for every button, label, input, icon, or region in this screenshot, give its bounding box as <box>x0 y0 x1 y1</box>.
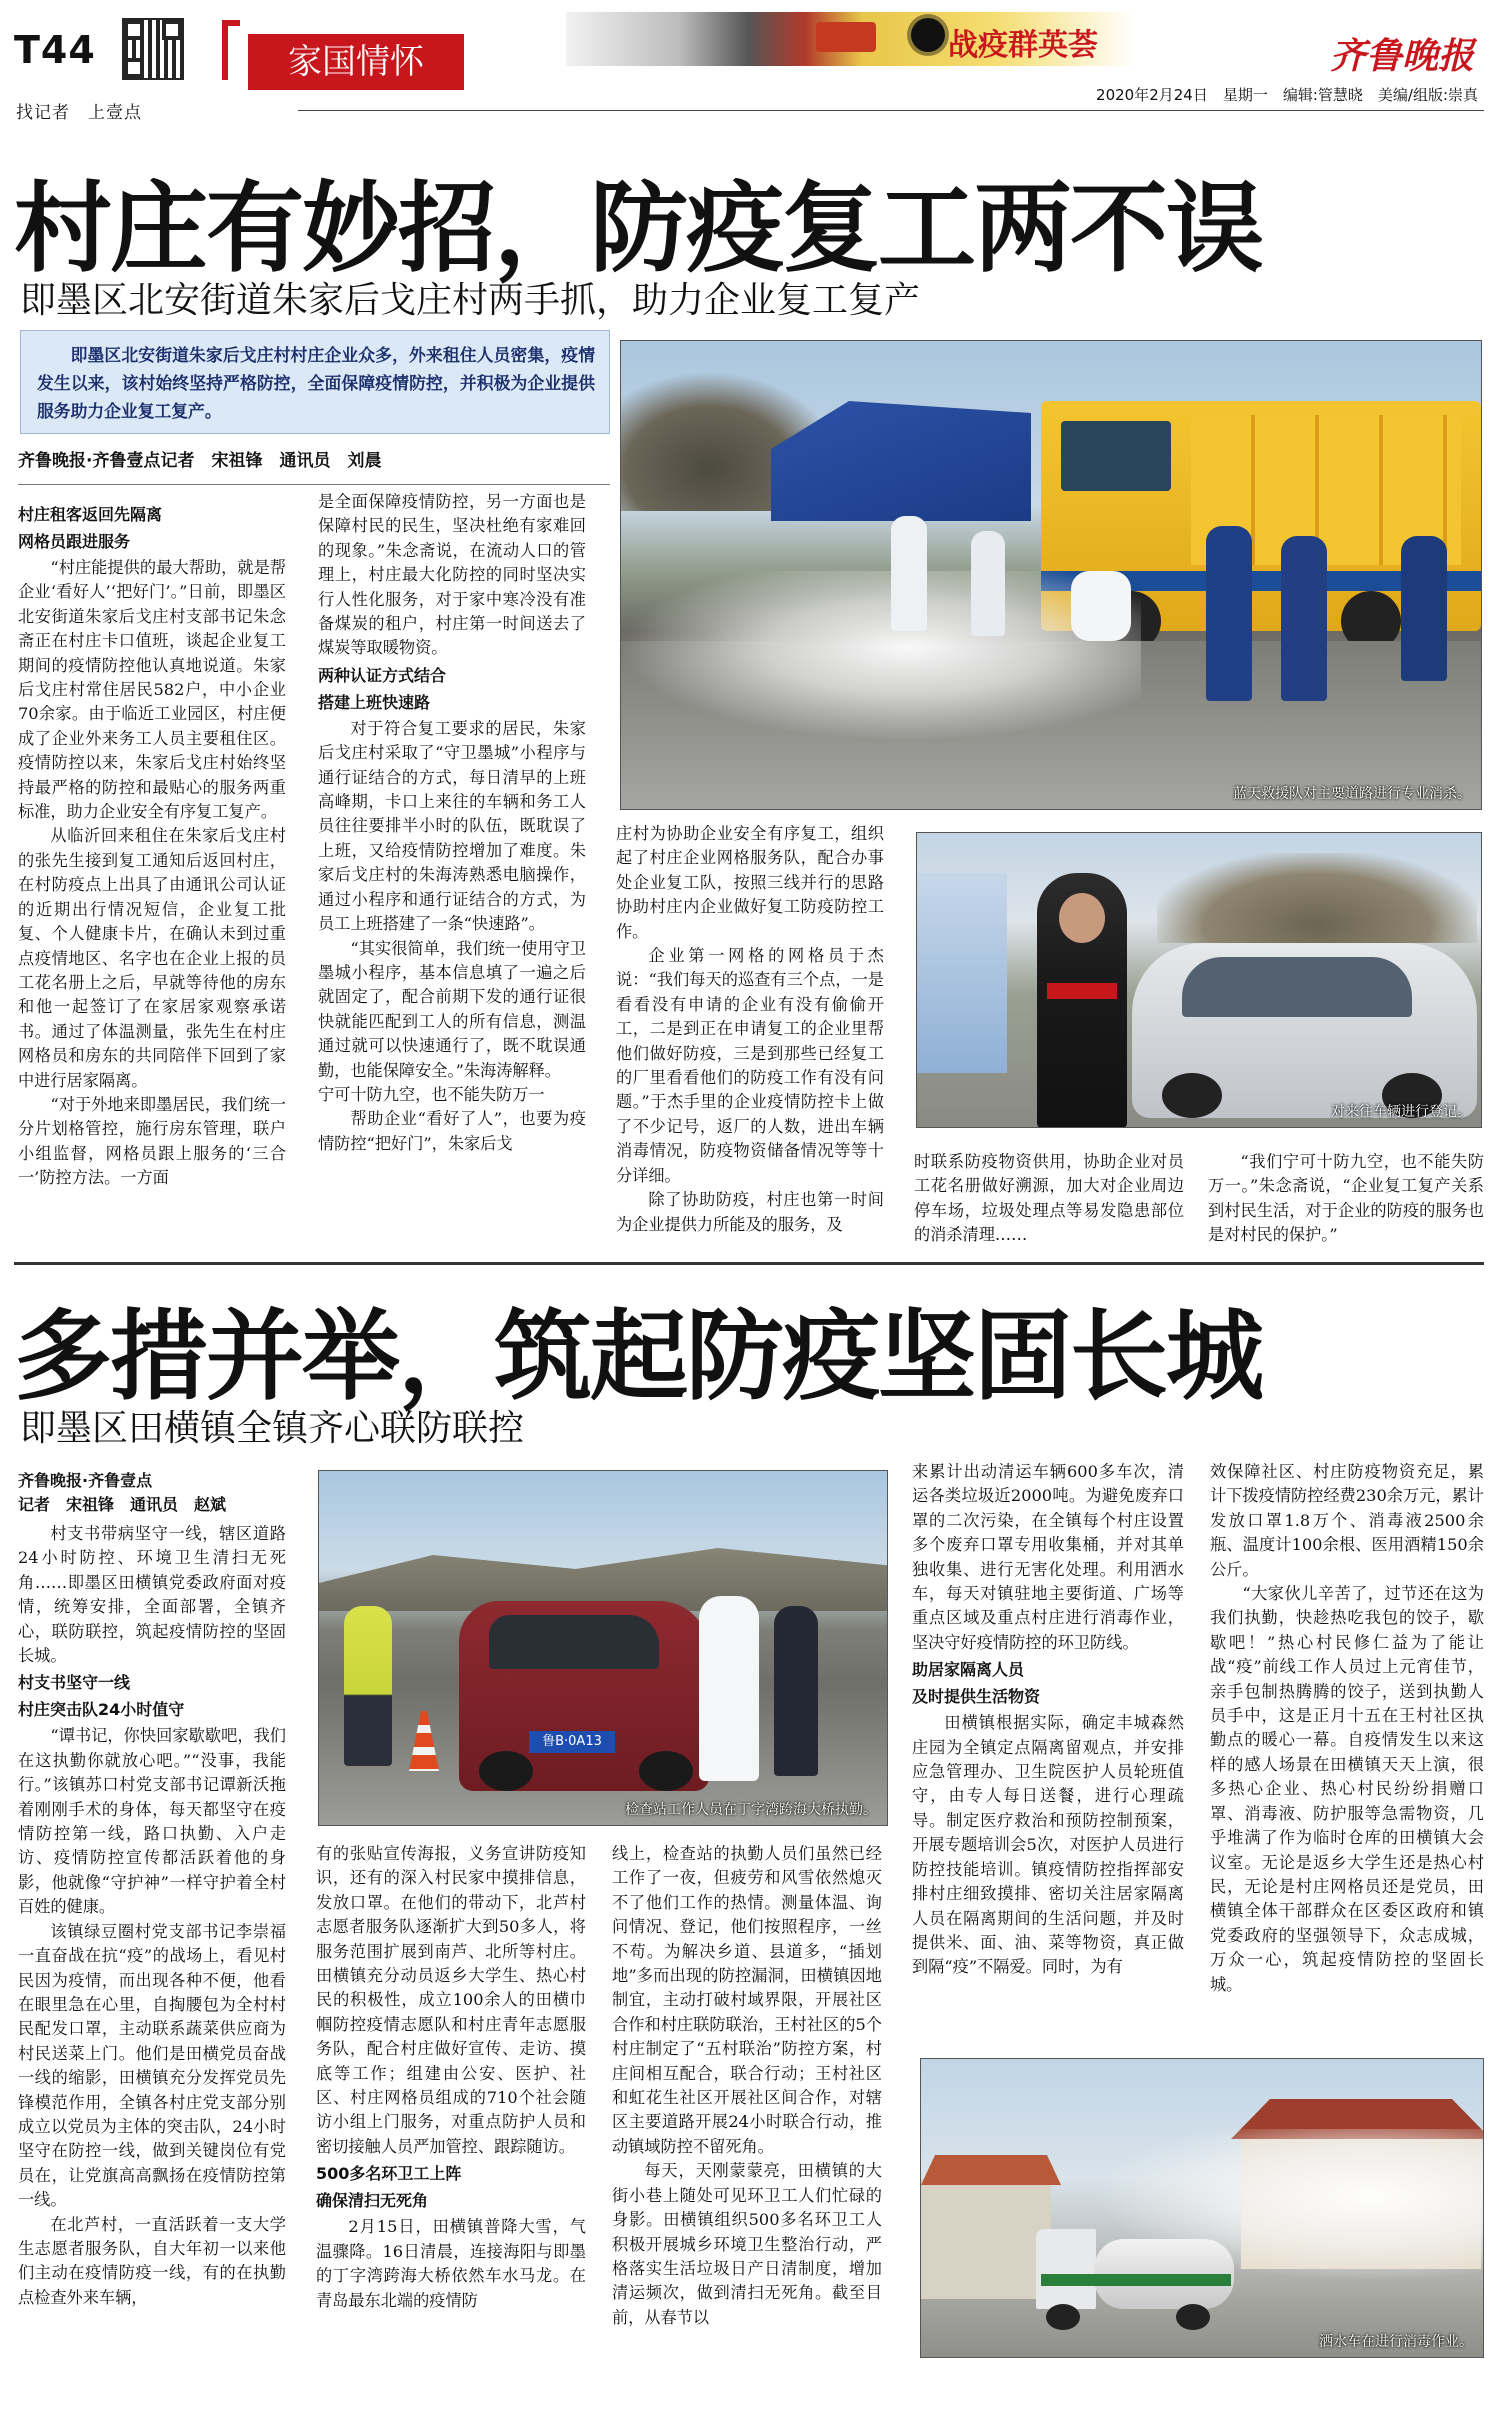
silver-car <box>1132 943 1477 1118</box>
worker-3 <box>1071 571 1131 641</box>
subheading: 村支书坚守一线 <box>18 1673 131 1693</box>
paragraph: 有的张贴宣传海报，义务宣讲防疫知识，还有的深入村民家中摸排信息，发放口罩。在他们的带动下，北芦村志愿者服务队逐渐扩大到50多人，将服务范围扩展到南芦、北所等村庄。田横镇充分动员返乡大学生、热心村民的积极性，成立100余人的田横巾帼防控疫情志愿队和村庄青年志愿服务队，配合村庄做好宣传、走访、摸底等工作；组建由公安、医护、社区、村庄网格员组成的710个社会随访小组上门服务，对重点防护人员和密切接触人员严加管控、跟踪随访。 <box>316 1844 586 2156</box>
story1-column-1 <box>18 500 286 1300</box>
worker-1 <box>891 516 927 631</box>
story1-lead: 即墨区北安街道朱家后戈庄村村庄企业众多，外来租住人员密集，疫情发生以来，该村始终坚持严格防控，全面保障疫情防控，并积极为企业提供服务助力企业复工复产。 <box>37 345 595 421</box>
story1-column-3 <box>616 822 884 1306</box>
protective-suit-worker <box>699 1596 759 1781</box>
story1-lead-box <box>20 330 610 434</box>
subheading: 两种认证方式结合 <box>318 665 447 685</box>
paragraph: 该镇绿豆圈村党支部书记李崇福一直奋战在抗“疫”的战场上，看见村民因为疫情，而出现各种不便，他看在眼里急在心里，自掏腰包为全村村民配发口罩，主动联系蔬菜供应商为村民送菜上门。他们是田横党员奋战一线的缩影，田横镇充分发挥党员先锋模范作用，全镇各村庄党支部分别成立以党员为主体的突击队，24小时坚守在防控一线，做到关键岗位有党员在，让党旗高高飘扬在疫情防控第一线。 <box>18 1921 286 2210</box>
traffic-police <box>344 1606 392 1766</box>
paragraph: 线上，检查站的执勤人员们虽然已经工作了一夜，但疲劳和风雪依然熄灭不了他们工作的热情。测量体温、询问情况、登记，他们按照程序，一丝不苟。为解决乡道、县道多，“插划地”多而出现的防控漏洞，田横镇因地制宜，主动打破村域界限，开展社区合作和村庄联防联治，王村社区的5个村庄制定了“五村联治”防控方案，村庄间相互配合，联合行动；王村社区和虹花生社区开展社区间合作，对辖区主要道路开展24小时联合行动，推动镇域防控不留死角。 <box>612 1844 882 2156</box>
banner-vehicle-icon <box>816 22 876 52</box>
paragraph: “大家伙儿辛苦了，过节还在这为我们执勤，快趁热吃我包的饺子，歇歇吧！”热心村民修仁益为了能让战“疫”前线工作人员过上元宵佳节，亲手包制热腾腾的饺子，送到执勤人员手中，这是正月十五在王村社区执勤点的暖心一幕。自疫情发生以来这样的感人场景在田横镇天天上演，很多热心企业、热心村民纷纷捐赠口罩、消毒液、防护服等急需物资，几乎堆满了作为临时仓库的田横镇大会议室。无论是返乡大学生还是热心村民，无论是村庄网格员还是党员，田横镇全体干部群众在区委区政府和镇党委政府的坚强领导下，众志成城，万众一心，筑起疫情防控的坚固长城。 <box>1210 1584 1484 1994</box>
paragraph: 宁可十防九空，也不能失防万一 <box>318 1084 545 1104</box>
traffic-cone <box>409 1711 439 1771</box>
story1-photo-disinfection <box>620 340 1482 810</box>
paragraph: “村庄能提供的最大帮助，就是帮企业‘看好人’‘把好门’。”日前，即墨区北安街道朱家后戈庄村支部书记朱念斋正在村庄卡口值班，谈起企业复工期间的疫情防控他认真地说道。朱家后戈庄村常住居民582户，中小企业70余家。由于临近工业园区，村庄便成了企业外来务工人员主要租住区。疫情防控以来，朱家后戈庄村始终坚持最严格的防控和最贴心的服务两重标准，助力企业安全有序复工复产。 <box>18 558 286 822</box>
header-rule <box>298 110 1484 111</box>
subheading: 村庄租客返回先隔离 <box>18 505 163 524</box>
paragraph: 除了协助防疫，村庄也第一时间为企业提供力所能及的服务，及 <box>616 1190 884 1234</box>
paragraph: “谭书记，你快回家歇歇吧，我们在这执勤你就放心吧。”“没事，我能行。”该镇苏口村党支部书记谭新沃拖着刚刚手术的身体，每天都坚守在疫情防控第一线，路口执勤、入户走访、疫情防控宣传都活跃着他的身影，他就像“守护神”一样守护着全村百姓的健康。 <box>18 1726 286 1917</box>
blue-booth <box>917 873 1007 1073</box>
story2-column-3 <box>612 1842 882 2406</box>
story1-column-2 <box>318 490 586 1310</box>
trees-background <box>1157 853 1477 943</box>
paragraph: 效保障社区、村庄防疫物资充足，累计下拨疫情防控经费230余万元，累计发放口罩1.8万个、消毒液2500余瓶、温度计100余根、医用酒精150余公斤。 <box>1210 1462 1484 1579</box>
disinfectant-mist <box>621 571 1141 741</box>
paragraph: 在北芦村，一直活跃着一支大学生志愿者服务队，自大年初一以来他们主动在疫情防疫一线，有的在执勤点检查外来车辆， <box>18 2214 286 2307</box>
paragraph: 田横镇根据实际，确定丰城森然庄园为全镇定点隔离留观点，并安排应急管理办、卫生院医护人员轮班值守，由专人每日送餐，进行心理疏导。制定医疗救治和预防控制预案，开展专题培训会5次，对医护人员进行防控技能培训。镇疫情防控指挥部安排村庄细致摸排、密切关注居家隔离人员在隔离期间的生活问题，并及时提供米、面、油、菜等物资，真正做到隔“疫”不隔爱。同时，为有 <box>912 1713 1184 1977</box>
story1-byline: 齐鲁晚报·齐鲁壹点记者 宋祖锋 通讯员 刘晨 <box>18 451 382 471</box>
license-plate: 鲁B·0A13 <box>529 1731 615 1753</box>
subheading: 助居家隔离人员 <box>912 1660 1025 1680</box>
date-line: 2020年2月24日 星期一 编辑:管慧晓 美编/组版:崇真 <box>1096 86 1478 104</box>
paragraph: 每天，天刚蒙蒙亮，田横镇的大街小巷上随处可见环卫工人们忙碌的身影。田横镇组织500多名环卫工人积极开展城乡环境卫生整治行动，严格落实生活垃圾日产日清制度，增加清运频次，做到清扫无死角。截至目前，从春节以 <box>612 2161 882 2327</box>
subheading: 村庄突击队24小时值守 <box>18 1700 185 1720</box>
subheading: 网格员跟进服务 <box>18 532 131 551</box>
subheading: 搭建上班快速路 <box>318 692 431 712</box>
paragraph: 对于符合复工要求的居民，朱家后戈庄村采取了“守卫墨城”小程序与通行证结合的方式，每日清早的上班高峰期，卡口上来往的车辆和务工人员往往要排半小时的队伍，既耽误了上班，又给疫情防控增加了难度。朱家后戈庄村的朱海涛熟悉电脑操作，通过小程序和通行证结合的方式，为员工上班搭建了一条“快速路”。 <box>318 718 586 934</box>
paragraph: 2月15日，田横镇普降大雪，气温骤降。16日清晨，连接海阳与即墨的丁字湾跨海大桥依然车水马龙。在青岛最东北端的疫情防 <box>316 2217 586 2310</box>
section-tag-frame <box>222 20 240 80</box>
qr-code[interactable] <box>122 18 184 80</box>
story1-byline-rule <box>18 484 610 485</box>
officer-figure <box>1037 873 1127 1128</box>
virus-icon <box>911 18 945 52</box>
section-tag: 家国情怀 <box>248 34 464 90</box>
story1-photo1-caption: 蓝天救援队对主要道路进行专业消杀。 <box>1233 786 1471 802</box>
building-left <box>921 2179 1051 2299</box>
paragraph: 庄村为协助企业安全有序复工，组织起了村庄企业网格服务队，配合办事处企业复工队，按照三线并行的思路协助村庄内企业做好复工防疫防控工作。 <box>616 824 884 941</box>
story2-photo1-caption: 检查站工作人员在丁字湾跨海大桥执勤。 <box>625 1802 877 1818</box>
paragraph: 帮助企业“看好了人”，也要为疫情防控“把好门”，朱家后戈 <box>318 1109 586 1153</box>
paragraph: 是全面保障疫情防控，另一方面也是保障村民的民生，坚决杜绝有家难回的现象。”朱念斋说，在流动人口的管理上，村庄最大化防控的同时坚决实行人性化服务，对于家中寒冷没有准备煤炭的租户，村庄第一时间送去了煤炭等取暖物资。 <box>318 492 586 658</box>
sprinkler-truck <box>1036 2219 1236 2329</box>
story2-column-5 <box>1210 1460 1484 2050</box>
page-number: T44 <box>14 28 96 72</box>
subheading: 及时提供生活物资 <box>912 1687 1041 1707</box>
paragraph: 时联系防疫物资供用，协助企业对员工花名册做好溯源，加大对企业周边停车场，垃圾处理点等易发隐患部位的消杀清理…… <box>914 1152 1184 1245</box>
story1-photo-registration <box>916 832 1482 1128</box>
checkpoint-officer <box>774 1606 818 1776</box>
story1-subhead: 即墨区北安街道朱家后戈庄村两手抓，助力企业复工复产 <box>20 280 921 321</box>
paragraph: 从临沂回来租住在朱家后戈庄村的张先生接到复工通知后返回村庄，在村防疫点上出具了由通讯公司认证的近期出行情况短信，企业复工批复、个人健康卡片，在确认未到过重点疫情地区、名字也在企业上报的员工花名册上之后，早就等待他的房东和他一起签订了在家居家观察承诺书。通过了体温测量，张先生在村庄网格员和房东的共同陪伴下回到了家中进行居家隔离。 <box>18 826 286 1090</box>
subheading: 确保清扫无死角 <box>316 2191 429 2211</box>
paragraph: 村支书带病坚守一线，辖区道路24小时防控、环境卫生清扫无死角……即墨区田横镇党委政府面对疫情，统筹安排，全面部署，全镇齐心，联防联控，筑起疫情防控的坚固长城。 <box>18 1524 286 1666</box>
story2-photo-sprinkler <box>920 2058 1484 2358</box>
banner-title: 战疫群英荟 <box>948 28 1098 63</box>
story2-byline-1: 齐鲁晚报·齐鲁壹点 <box>18 1471 153 1490</box>
rescuer-3 <box>1401 536 1447 681</box>
story2-photo-checkpoint <box>318 1470 888 1826</box>
worker-2 <box>971 531 1005 636</box>
red-suv <box>459 1601 709 1791</box>
story2-headline: 多措并举，筑起防疫坚固长城 <box>14 1300 1263 1414</box>
masthead-logo: 齐鲁晚报 <box>1330 35 1475 77</box>
subheading: 500多名环卫工上阵 <box>316 2164 462 2184</box>
story2-byline-2: 记者 宋祖锋 通讯员 赵斌 <box>18 1495 227 1514</box>
contact-line: 找记者 上壹点 <box>16 103 142 123</box>
story-divider <box>14 1262 1484 1265</box>
story2-photo2-caption: 洒水车在进行消毒作业。 <box>1319 2334 1473 2350</box>
paragraph: “我们宁可十防九空，也不能失防万一。”朱念斋说，“企业复工复产关系到村民生活，对于企业的防疫的服务也是对村民的保护。” <box>1208 1152 1484 1245</box>
paragraph: “对于外地来即墨居民，我们统一分片划格管控，施行房东管理，联户小组监督，网格员跟上服务的‘三合一’防控方法。一方面 <box>18 1094 286 1188</box>
paragraph: “其实很简单，我们统一使用守卫墨城小程序，基本信息填了一遍之后就固定了，配合前期下发的通行证很快就能匹配到工人的所有信息，测温通过就可以快速通行了，既不耽误通勤，也能保障安全。”朱海涛解释。 <box>318 938 586 1080</box>
paragraph: 来累计出动清运车辆600多车次，清运各类垃圾近2000吨。为避免废弃口罩的二次污染，在全镇每个村庄设置多个废弃口罩专用收集桶，并对其单独收集、进行无害化处理。利用洒水车，每天对镇驻地主要街道、广场等重点区域及重点村庄进行消毒作业，坚决守好疫情防控的环卫防线。 <box>912 1462 1184 1652</box>
story1-photo2-caption: 对来往车辆进行登记。 <box>1331 1104 1471 1120</box>
rescuer-2 <box>1281 536 1327 701</box>
story2-subhead: 即墨区田横镇全镇齐心联防联控 <box>20 1408 525 1449</box>
story2-column-2 <box>316 1842 586 2406</box>
paragraph: 企业第一网格的网格员于杰说：“我们每天的巡查有三个点，一是看看没有申请的企业有没有偷偷开工，二是到正在申请复工的企业里帮他们做好防疫，三是到那些已经复工的厂里看看他们的防疫工作有没有问题。”于杰手里的企业疫情防控卡上做了不少记号，返厂的人数，进出车辆消毒情况，防疫物资储备情况等等十分详细。 <box>616 946 884 1185</box>
story1-headline: 村庄有妙招，防疫复工两不误 <box>14 172 1263 286</box>
rescuer-1 <box>1206 526 1252 701</box>
story2-column-1 <box>18 1522 286 2406</box>
building-roof <box>921 2155 1061 2185</box>
